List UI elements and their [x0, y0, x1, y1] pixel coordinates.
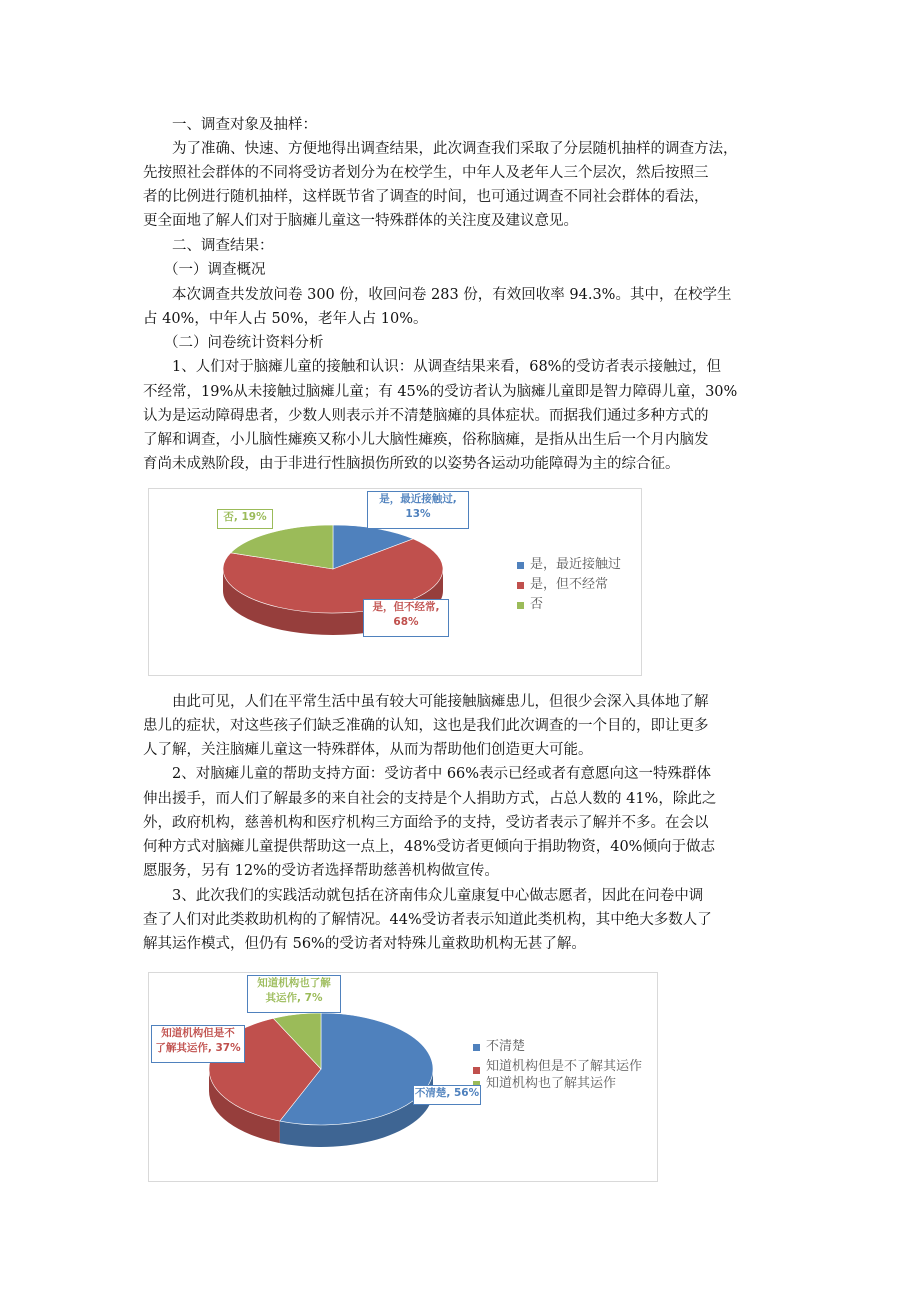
legend-swatch [473, 1044, 480, 1051]
legend-label: 知道机构也了解其运作 [486, 1076, 617, 1091]
legend-label: 是，最近接触过 [530, 557, 622, 572]
legend-item [473, 1037, 653, 1057]
legend-2 [473, 1037, 653, 1094]
legend-item [517, 595, 621, 615]
para3-line4: 了解和调查，小儿脑性瘫痪又称小儿大脑性瘫痪，俗称脑瘫，是指从出生后一个月内脑发 [143, 432, 709, 448]
para6-line1: 3、此次我们的实践活动就包括在济南伟众儿童康复中心做志愿者，因此在问卷中调 [172, 888, 704, 904]
para1-line2: 先按照社会群体的不同将受访者划分为在校学生，中年人及老年人三个层次，然后按照三 [143, 165, 709, 181]
legend-swatch [473, 1067, 480, 1074]
para5-line3: 外，政府机构，慈善机构和医疗机构三方面给予的支持，受访者表示了解并不多。在会以 [143, 815, 709, 831]
para4-line2: 患儿的症状，对这些孩子们缺乏准确的认知，这也是我们此次调查的一个目的，即让更多 [143, 718, 709, 734]
para5-line2: 伸出援手，而人们了解最多的来自社会的支持是个人捐助方式，占总人数的 41%，除此之 [143, 791, 717, 807]
data-label-unclear: 不清楚, 56% [413, 1085, 481, 1105]
legend-label: 知道机构但是不了解其运作 [486, 1059, 643, 1074]
data-label-recent: 是，最近接触过, 13% [367, 491, 469, 529]
para3-line1: 1、人们对于脑瘫儿童的接触和认识：从调查结果来看，68%的受访者表示接触过，但 [172, 359, 721, 375]
legend-label: 否 [530, 597, 544, 612]
legend-swatch [517, 562, 524, 569]
para2-line1: 本次调查共发放问卷 300 份，收回问卷 283 份，有效回收率 94.3%。其中，在校学生 [172, 287, 732, 303]
para3-line2: 不经常，19%从未接触过脑瘫儿童；有 45%的受访者认为脑瘫儿童即是智力障碍儿童，30% [143, 384, 738, 400]
data-label-know-understand: 知道机构也了解 其运作, 7% [247, 975, 341, 1013]
chart-contact-pie [148, 488, 642, 676]
legend-item [473, 1060, 653, 1074]
legend-swatch [517, 582, 524, 589]
para5-line1: 2、对脑瘫儿童的帮助支持方面：受访者中 66%表示已经或者有意愿向这一特殊群体 [172, 766, 712, 782]
para4-line3: 人了解，关注脑瘫儿童这一特殊群体，从而为帮助他们创造更大可能。 [143, 742, 593, 758]
para3-line3: 认为是运动障碍患者，少数人则表示并不清楚脑瘫的具体症状。而据我们通过多种方式的 [143, 408, 709, 424]
legend-item [517, 575, 621, 595]
para5-line4: 何种方式对脑瘫儿童提供帮助这一点上，48%受访者更倾向于捐助物资，40%倾向于做志 [143, 839, 715, 855]
legend-item [473, 1074, 653, 1094]
para6-line2: 查了人们对此类救助机构的了解情况。44%受访者表示知道此类机构，其中绝大多数人了 [143, 912, 712, 928]
data-label-no: 否, 19% [217, 509, 273, 529]
para1-line4: 更全面地了解人们对于脑瘫儿童这一特殊群体的关注度及建议意见。 [143, 213, 578, 229]
data-label-notoften: 是，但不经常, 68% [363, 599, 449, 637]
para4-line1: 由此可见，人们在平常生活中虽有较大可能接触脑瘫患儿，但很少会深入具体地了解 [172, 694, 709, 710]
para2-line2: 占 40%，中年人占 50%，老年人占 10%。 [143, 311, 428, 327]
heading-analysis: （二）问卷统计资料分析 [164, 335, 324, 351]
chart-institution-pie [148, 972, 658, 1182]
legend-label: 是，但不经常 [530, 577, 609, 592]
heading-survey-objects: 一、调查对象及抽样： [172, 117, 317, 133]
para3-line5: 育尚未成熟阶段，由于非进行性脑损伤所致的以姿势各运动功能障碍为主的综合征。 [143, 456, 680, 472]
legend-swatch [517, 602, 524, 609]
para5-line5: 愿服务，另有 12%的受访者选择帮助慈善机构做宣传。 [143, 863, 499, 879]
data-label-know-not-understand: 知道机构但是不 了解其运作, 37% [151, 1025, 245, 1063]
para1-line3: 者的比例进行随机抽样，这样既节省了调查的时间，也可通过调查不同社会群体的看法， [143, 189, 709, 205]
heading-survey-results: 二、调查结果： [172, 238, 274, 254]
para6-line3: 解其运作模式，但仍有 56%的受访者对特殊儿童救助机构无甚了解。 [143, 936, 586, 952]
legend-item [517, 555, 621, 575]
para1-line1: 为了准确、快速、方便地得出调查结果，此次调查我们采取了分层随机抽样的调查方法， [172, 141, 738, 157]
legend-1 [517, 555, 621, 615]
heading-overview: （一）调查概况 [164, 262, 266, 278]
legend-label: 不清楚 [486, 1039, 526, 1054]
